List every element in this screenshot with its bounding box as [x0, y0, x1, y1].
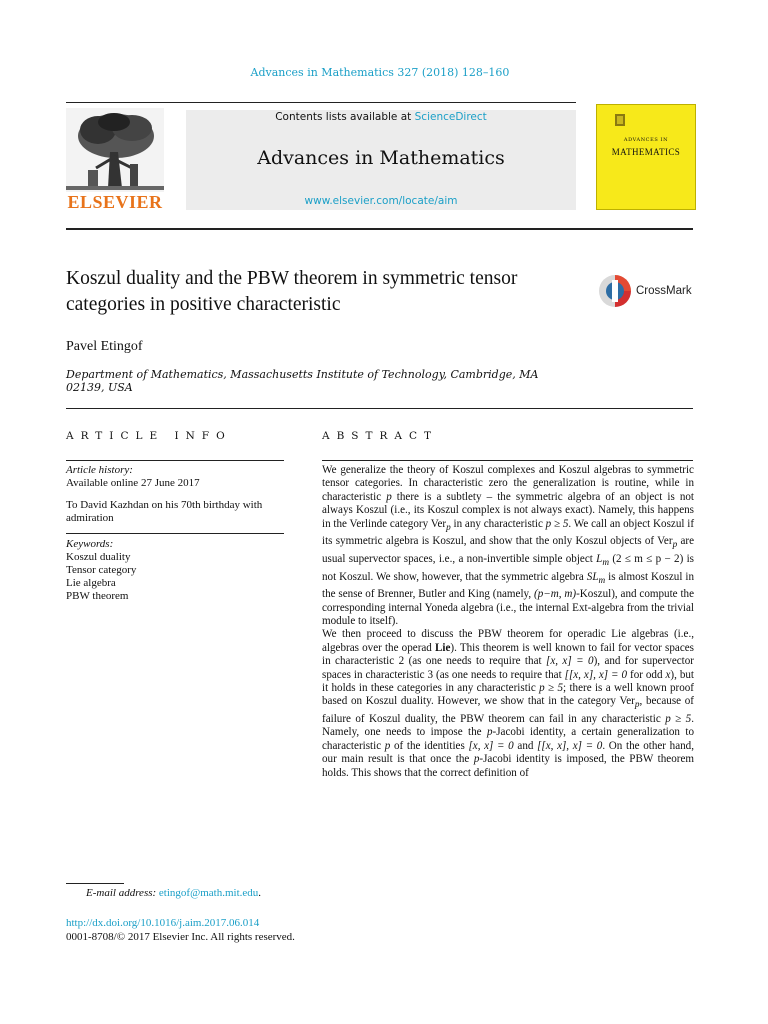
- keyword-item: Tensor category: [66, 564, 137, 576]
- abstract-rule: [322, 460, 693, 461]
- article-history: [66, 464, 284, 490]
- affiliation-rule: [66, 408, 693, 409]
- history-value: Available online 27 June 2017: [66, 477, 200, 489]
- journal-cover: [596, 104, 696, 210]
- info-rule: [66, 460, 284, 461]
- elsevier-logo: [66, 108, 164, 214]
- keywords-block: [66, 538, 284, 603]
- copyright-line: 0001-8708/© 2017 Elsevier Inc. All rights reserved.: [66, 931, 295, 943]
- crossmark-icon: [598, 274, 632, 308]
- article-title: Koszul duality and the PBW theorem in symmetric tensor categories in positive characteristic: [66, 268, 518, 315]
- keyword-item: Koszul duality: [66, 551, 131, 563]
- keywords-label: Keywords:: [66, 538, 114, 550]
- journal-reference[interactable]: Advances in Mathematics 327 (2018) 128–160: [250, 66, 510, 79]
- crossmark-badge[interactable]: [598, 274, 698, 308]
- sciencedirect-link[interactable]: ScienceDirect: [414, 111, 487, 123]
- journal-header-band: [186, 110, 576, 210]
- abstract-paragraph-1: We generalize the theory of Koszul complexes and Koszul algebras to symmetric tensor categories. In characteristic zero the generalization is routine, while in characteristic p there is a subtlety – the symmetric algebra of an object is not always Koszul (i.e., its Koszul complex is not always exact). Namely, this happens in the Verlinde category Ver$_p$ in any characteristic p ≥ 5. We call an object Koszul if its symmetric algebra is Koszul, and show that the only Koszul objects of Ver$_p$ are usual supervector spaces, i.e., a non-invertible simple object $L_m$ (2 ≤ m ≤ p − 2) is not Koszul. We show, however, that the symmetric algebra $SL_m$ is almost Koszul in the sense of Brenner, Butler and King (namely, (p−m, m)-Koszul), and compute the corresponding internal Yoneda algebra (i.e., the internal Ext-algebra from the trivial module to itself).: [322, 464, 695, 627]
- journal-name: Advances in Mathematics: [257, 147, 505, 169]
- top-rule: [66, 102, 576, 103]
- cover-title: MATHEMATICS: [611, 147, 681, 157]
- email-link[interactable]: etingof@math.mit.edu: [158, 887, 259, 899]
- journal-url-link[interactable]: www.elsevier.com/locate/aim: [304, 195, 458, 207]
- header-rule: [66, 228, 693, 230]
- author-affiliation: Department of Mathematics, Massachusetts Institute of Technology, Cambridge, MA 02139, USA: [66, 368, 539, 394]
- keyword-item: Lie algebra: [66, 577, 116, 589]
- article-info-heading: ARTICLE INFO: [66, 430, 232, 442]
- contents-prefix: Contents lists available at: [275, 111, 412, 123]
- crossmark-label: CrossMark: [636, 285, 692, 297]
- abstract-heading: ABSTRACT: [322, 430, 439, 442]
- history-label: Article history:: [66, 464, 133, 476]
- email-footnote: E-mail address: etingof@math.mit.edu.: [86, 887, 262, 899]
- author-name: Pavel Etingof: [66, 339, 143, 354]
- footnote-rule: [66, 883, 124, 884]
- doi-link[interactable]: http://dx.doi.org/10.1016/j.aim.2017.06.014: [66, 917, 260, 929]
- elsevier-wordmark: ELSEVIER: [67, 192, 163, 212]
- abstract-paragraph-2: We then proceed to discuss the PBW theorem for operadic Lie algebras (i.e., algebras over the operad Lie). This theorem is well known to fail for vector spaces in characteristic 2 (as one needs to require that [x, x] = 0), and for supervector spaces in characteristic 3 (as one needs to require that [[x, x], x] = 0 for odd x), but it holds in these categories in any characteristic p ≥ 5; there is a well known proof based on Koszul duality. However, we show that in the category Ver$_p$, because of failure of Koszul duality, the PBW theorem can fail in any characteristic p ≥ 5. Namely, one needs to impose the p-Jacobi identity, a certain generalization to characteristic p of the identities [x, x] = 0 and [[x, x], x] = 0. On the other hand, our main result is that once the p-Jacobi identity is imposed, the PBW theorem holds. This shows that the correct definition of: [322, 628, 695, 779]
- dedication: To David Kazhdan on his 70th birthday with admiration: [66, 499, 263, 524]
- cover-subtitle: ADVANCES IN: [623, 137, 669, 143]
- abstract-body: [322, 464, 694, 780]
- info-rule-2: [66, 533, 284, 534]
- email-label: E-mail address:: [86, 887, 157, 899]
- keyword-item: PBW theorem: [66, 590, 129, 602]
- cover-emblem-icon: [615, 111, 625, 130]
- contents-line: [186, 111, 576, 123]
